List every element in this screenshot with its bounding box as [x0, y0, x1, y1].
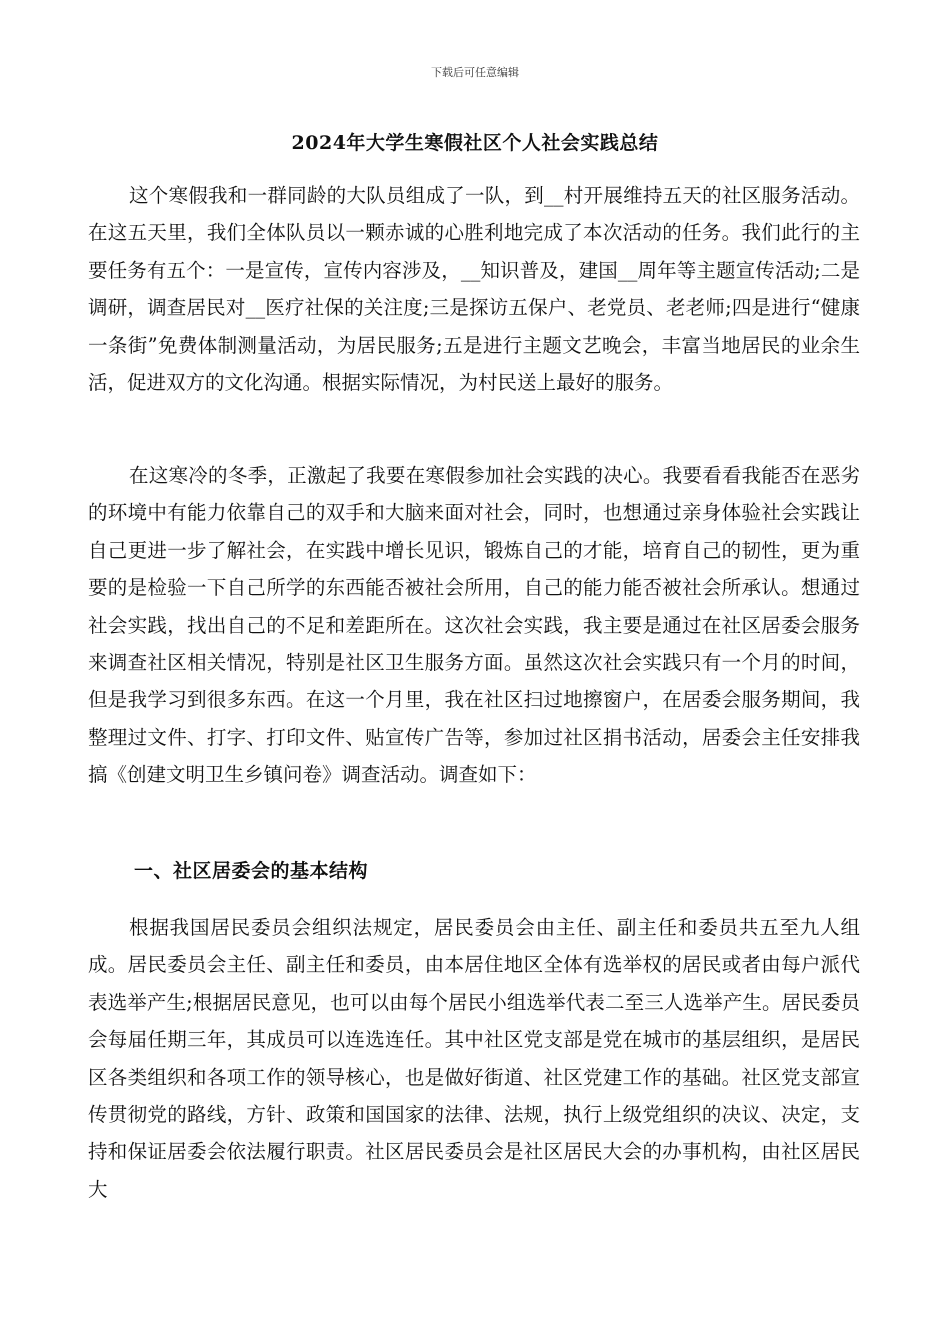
- document-title: 2024年大学生寒假社区个人社会实践总结: [291, 132, 659, 154]
- body-paragraph: 根据我国居民委员会组织法规定，居民委员会由主任、副主任和委员共五至九人组成。居民委员会主任、副主任和委员，由本居住地区全体有选举权的居民或者由每户派代表选举产生;根据居民意见，也可以由每个居民小组选举代表二至三人选举产生。居民委员会每届任期三年，其成员可以连选连任。其中社区党支部是党在城市的基层组织，是居民区各类组织和各项工作的领导核心，也是做好街道、社区党建工作的基础。社区党支部宣传贯彻党的路线，方针、政策和国国家的法律、法规，执行上级党组织的决议、决定，支持和保证居委会依法履行职责。社区居民委员会是社区居民大会的办事机构，由社区居民大: [88, 916, 860, 1201]
- body-paragraph: 这个寒假我和一群同龄的大队员组成了一队，到__村开展维持五天的社区服务活动。在这五天里，我们全体队员以一颗赤诚的心胜利地完成了本次活动的任务。我们此行的主要任务有五个：一是宣传，宣传内容涉及，__知识普及，建国__周年等主题宣传活动;二是调研，调查居民对__医疗社保的关注度;三是探访五保户、老党员、老老师;四是进行“健康一条街”免费体制测量活动，为居民服务;五是进行主题文艺晚会，丰富当地居民的业余生活，促进双方的文化沟通。根据实际情况，为村民送上最好的服务。: [88, 184, 860, 395]
- page-header: 下载后可任意编辑: [431, 66, 519, 79]
- section-heading: 一、社区居委会的基本结构: [134, 860, 369, 882]
- body-paragraph: 在这寒冷的冬季，正激起了我要在寒假参加社会实践的决心。我要看看我能否在恶劣的环境中有能力依靠自己的双手和大脑来面对社会，同时，也想通过亲身体验社会实践让自己更进一步了解社会，在实践中增长见识，锻炼自己的才能，培育自己的韧性，更为重要的是检验一下自己所学的东西能否被社会所用，自己的能力能否被社会所承认。想通过社会实践，找出自己的不足和差距所在。这次社会实践，我主要是通过在社区居委会服务来调查社区相关情况，特别是社区卫生服务方面。虽然这次社会实践只有一个月的时间，但是我学习到很多东西。在这一个月里，我在社区扫过地擦窗户，在居委会服务期间，我整理过文件、打字、打印文件、贴宣传广告等，参加过社区捐书活动，居委会主任安排我搞《创建文明卫生乡镇问卷》调查活动。调查如下：: [88, 464, 860, 787]
